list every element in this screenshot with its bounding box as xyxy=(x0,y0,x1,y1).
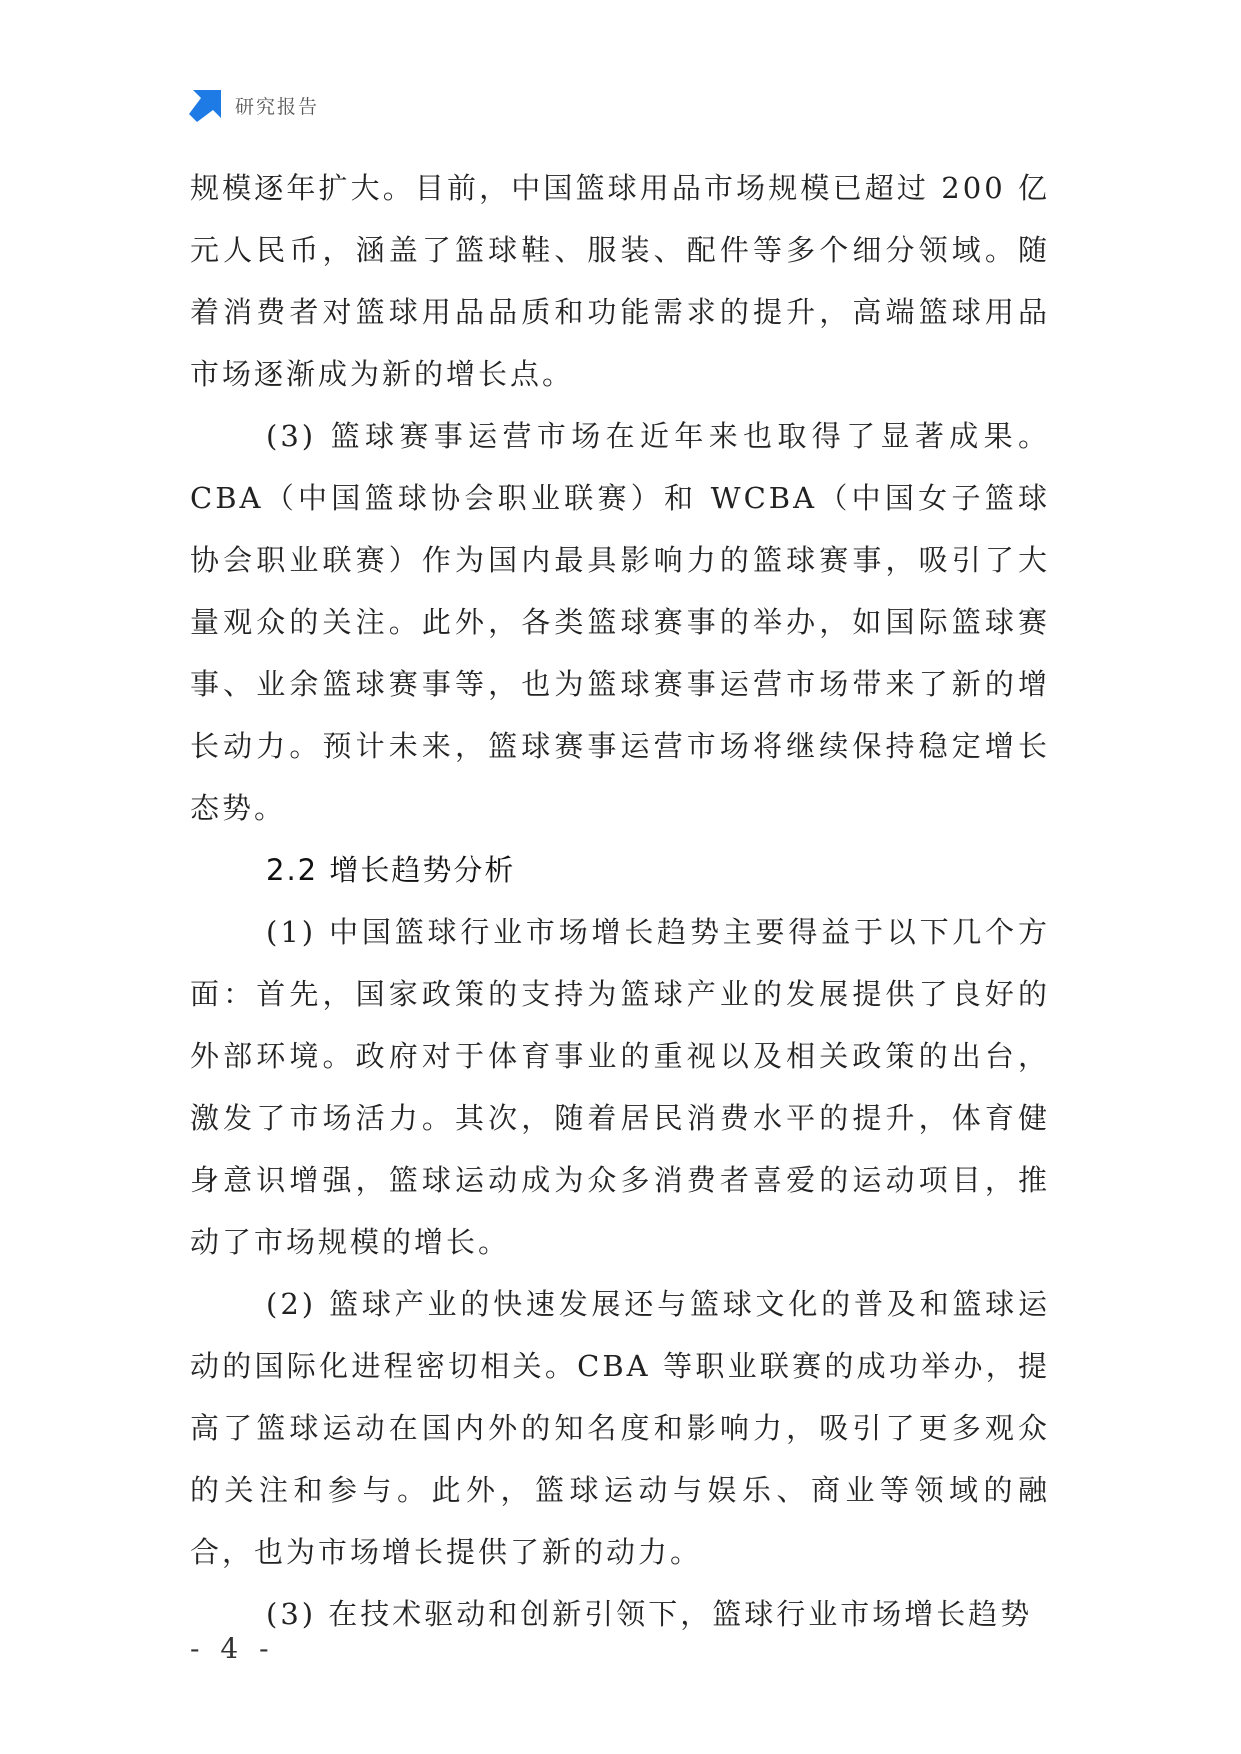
header-title: 研究报告 xyxy=(235,95,320,118)
paragraph-item-2-trend: (2) 篮球产业的快速发展还与篮球文化的普及和篮球运动的国际化进程密切相关。CBA 等职业联赛的成功举办，提高了篮球运动在国内外的知名度和影响力，吸引了更多观众的关注和参与。此外，篮球运动与娱乐、商业等领域的融合，也为市场增长提供了新的动力。 xyxy=(190,1287,1050,1569)
section-heading: 2.2 增长趋势分析 xyxy=(266,853,516,887)
document-body xyxy=(190,157,1050,1645)
paragraph-item-3-events: (3) 篮球赛事运营市场在近年来也取得了显著成果。CBA（中国篮球协会职业联赛）和 WCBA（中国女子篮球协会职业联赛）作为国内最具影响力的篮球赛事，吸引了大量观众的关注。此外，各类篮球赛事的举办，如国际篮球赛事、业余篮球赛事等，也为篮球赛事运营市场带来了新的增长动力。预计未来，篮球赛事运营市场将继续保持稳定增长态势。 xyxy=(190,419,1050,825)
paragraph-item-1-trend: (1) 中国篮球行业市场增长趋势主要得益于以下几个方面：首先，国家政策的支持为篮球产业的发展提供了良好的外部环境。政府对于体育事业的重视以及相关政策的出台，激发了市场活力。其次，随着居民消费水平的提升，体育健身意识增强，篮球运动成为众多消费者喜爱的运动项目，推动了市场规模的增长。 xyxy=(190,915,1050,1259)
paragraph-continuation: 规模逐年扩大。目前，中国篮球用品市场规模已超过 200 亿元人民币，涵盖了篮球鞋、服装、配件等多个细分领域。随着消费者对篮球用品品质和功能需求的提升，高端篮球用品市场逐渐成为新的增长点。 xyxy=(190,171,1050,391)
paragraph-item-3-trend: (3) 在技术驱动和创新引领下，篮球行业市场增长趋势 xyxy=(266,1597,1033,1631)
page-number: - 4 - xyxy=(190,1632,275,1665)
page-header xyxy=(189,88,319,122)
arrow-logo-icon xyxy=(189,88,223,122)
